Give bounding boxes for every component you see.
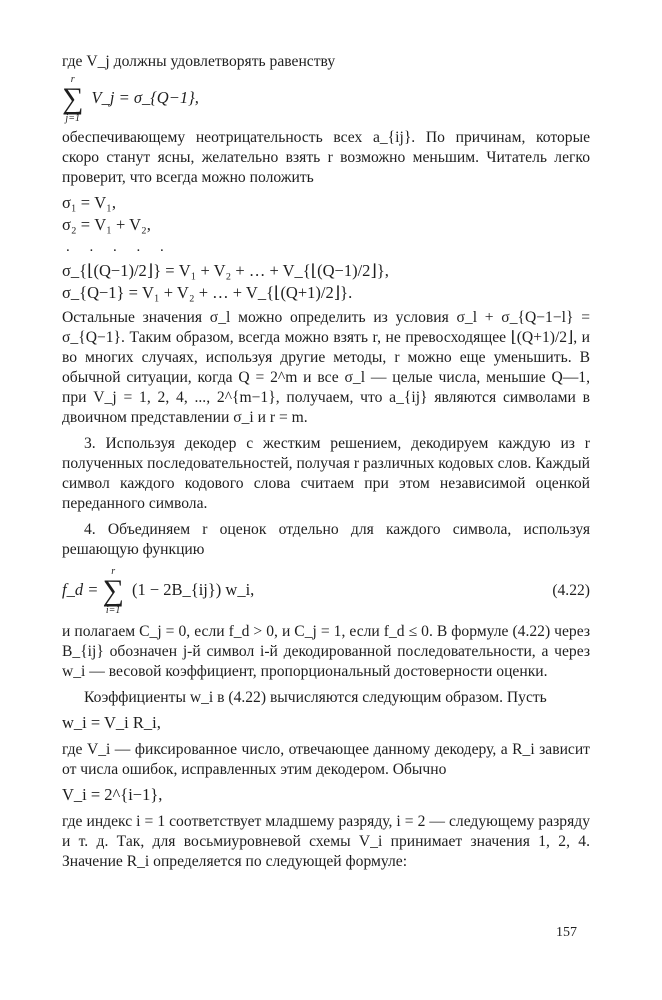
sigma-symbol: ∑ — [62, 82, 84, 115]
equation-number: (4.22) — [552, 582, 590, 599]
paragraph-decision-rule: и полагаем C_j = 0, если f_d > 0, и C_j = 1, если f_d ≤ 0. В формуле (4.22) через B_{ij} обозначен j-й символ i-й декодированной последовательности, а через w_i — весовой коэффициент, пропорциональный достоверности оценки. — [62, 623, 590, 680]
paragraph-fixed-number: где V_i — фиксированное число, отвечающее данному декодеру, а R_i зависит от числа ошибок, исправленных этим декодером. Обычно — [62, 741, 590, 778]
sum-lower-limit: j=1 — [65, 113, 80, 124]
list-item-3: 3. Используя декодер с жестким решением, декодируем каждую из r полученных последовательностей, получая r различных кодовых слов. Каждый символ каждого кодового слова считаем при этом независимой оценкой переданного символа. — [62, 435, 590, 512]
equation-sum-v — [62, 74, 590, 124]
paragraph-remaining-values: Остальные значения σ_l можно определить из условия σ_l + σ_{Q−1−l} = σ_{Q−1}. Таким образом, всегда можно взять r, не превосходящее ⌊(Q+1)/2⌋, и во многих случаях, используя другие методы, r можно еще уменьшить. В обычной ситуации, когда Q = 2^m и все σ_l — целые числа, меньшие Q—1, при V_j = 1, 2, 4, ..., 2^{m−1}, получаем, что a_{ij} являются символами в двоичном представлении σ_i и r = m. — [62, 309, 590, 426]
fd-sigma-symbol: ∑ — [102, 574, 124, 607]
sum-upper-limit: r — [70, 74, 75, 85]
list-item-4: 4. Объединяем r оценок отдельно для каждого символа, используя решающую функцию — [62, 521, 590, 558]
equation-fd-body — [62, 566, 254, 616]
paragraph-intro: где V_j должны удовлетворять равенству — [62, 53, 336, 70]
fd-sum-operator — [102, 566, 123, 616]
equation-sigma-q1: σ_{Q−1} = V₁ + V₂ + … + V_{⌊(Q+1)/2⌋}. — [62, 283, 353, 302]
sum-result: = σ_{Q−1}, — [118, 87, 199, 107]
equation-sigma-floor: σ_{⌊(Q−1)/2⌋} = V₁ + V₂ + … + V_{⌊(Q−1)/2⌋}, — [62, 261, 389, 280]
page-number: 157 — [556, 925, 577, 940]
fd-sum-upper-limit: r — [111, 566, 116, 577]
fd-sum-lower-limit: i=1 — [105, 605, 121, 616]
fd-lhs: f_d = — [62, 579, 99, 599]
equation-sigma-1: σ₁ = V₁, — [62, 193, 116, 212]
fd-summand: (1 − 2B_{ij}) w_i, — [131, 579, 255, 599]
equation-ellipsis: . . . . . — [66, 239, 172, 255]
paragraph-index-meaning: где индекс i = 1 соответствует младшему разряду, i = 2 — следующему разряду и т. д. Так, для восьмиуровневой схемы V_i принимает значения 1, 2, 4. Значение R_i определяется по следующей формуле: — [62, 813, 590, 870]
page-body — [62, 52, 590, 872]
paragraph-nonnegativity: обеспечивающему неотрицательность всех a_{ij}. По причинам, которые скоро станут ясны, желательно взять r возможно меньшим. Читатель легко проверит, что всегда можно положить — [62, 129, 590, 186]
equation-decision-function — [62, 566, 590, 616]
sum-operator — [62, 74, 83, 124]
equation-sigma-2: σ₂ = V₁ + V₂, — [62, 215, 151, 234]
equation-weight: w_i = V_i R_i, — [62, 713, 161, 732]
paragraph-coefficients: Коэффициенты w_i в (4.22) вычисляются следующим образом. Пусть — [84, 689, 547, 706]
sum-term: V_j — [91, 87, 115, 107]
equation-v-power: V_i = 2^{i−1}, — [62, 785, 163, 804]
